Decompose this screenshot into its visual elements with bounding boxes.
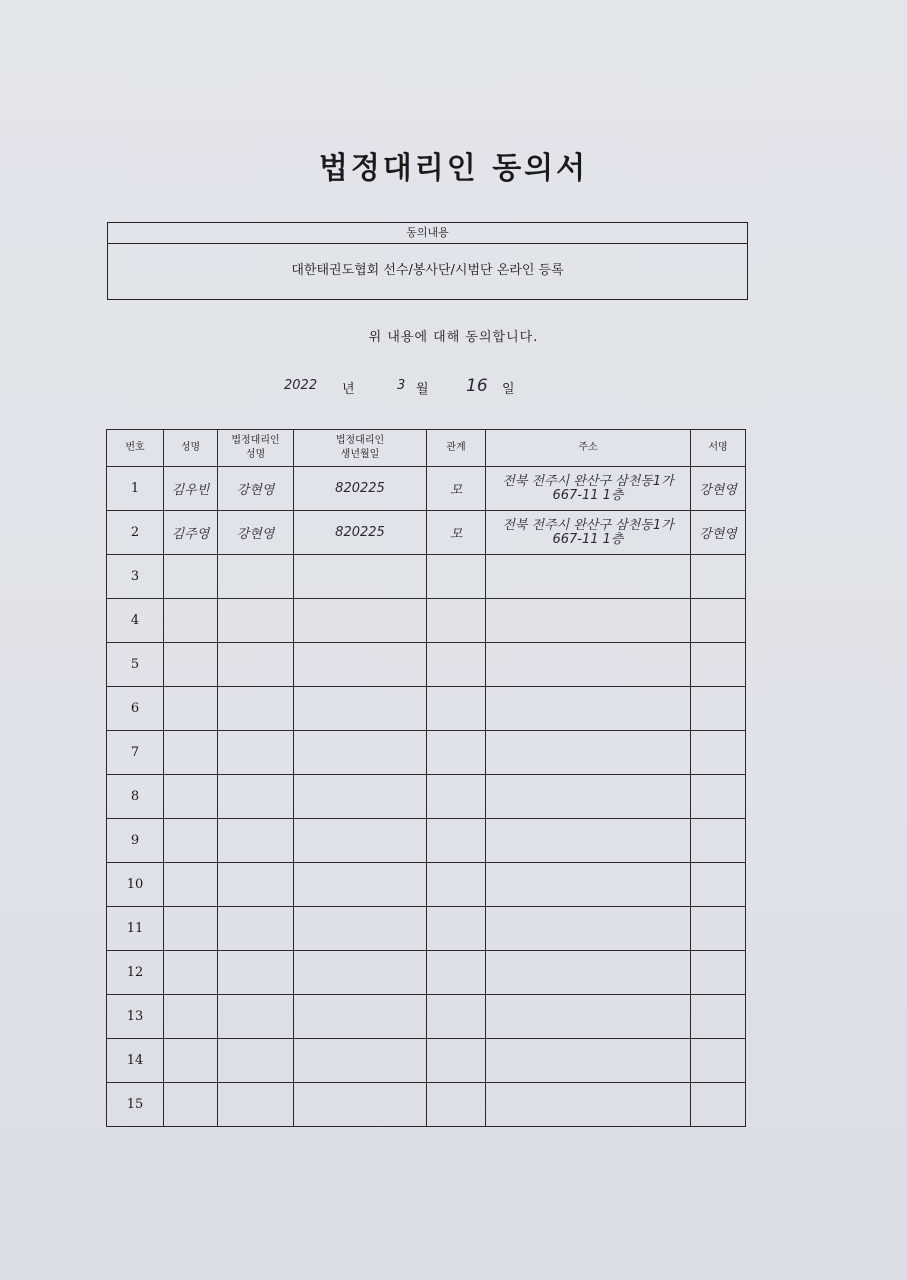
row-guardian-birth — [294, 599, 427, 643]
row-name — [164, 863, 218, 907]
row-name — [164, 995, 218, 1039]
row-name — [164, 819, 218, 863]
table-header-row — [107, 430, 746, 467]
row-number: 14 — [107, 1039, 164, 1083]
table-row — [107, 1083, 746, 1127]
row-number: 13 — [107, 995, 164, 1039]
row-number: 15 — [107, 1083, 164, 1127]
row-address — [486, 731, 691, 775]
date-day-unit: 일 — [502, 382, 515, 397]
table-row — [107, 643, 746, 687]
row-guardian-birth — [294, 775, 427, 819]
row-address — [486, 555, 691, 599]
date-month: 3 — [397, 378, 406, 393]
row-number: 4 — [107, 599, 164, 643]
row-name — [164, 907, 218, 951]
row-name — [164, 555, 218, 599]
header-guardian-birth: 법정대리인 생년월일 — [294, 430, 427, 467]
row-guardian-name — [218, 555, 294, 599]
table-row — [107, 555, 746, 599]
row-guardian-birth — [294, 907, 427, 951]
row-signature — [691, 1083, 746, 1127]
table-row — [107, 951, 746, 995]
row-guardian-birth — [294, 1039, 427, 1083]
row-guardian-name — [218, 775, 294, 819]
row-signature — [691, 995, 746, 1039]
table-row — [107, 687, 746, 731]
row-name — [164, 951, 218, 995]
row-guardian-birth — [294, 1083, 427, 1127]
date-line — [280, 376, 580, 400]
consent-statement: 위 내용에 대해 동의합니다. — [368, 330, 539, 345]
header-no: 번호 — [107, 430, 164, 467]
row-guardian-birth — [294, 643, 427, 687]
row-name: 김우빈 — [164, 467, 218, 511]
row-address — [486, 951, 691, 995]
row-number: 5 — [107, 643, 164, 687]
row-signature — [691, 555, 746, 599]
row-address — [486, 863, 691, 907]
table-row — [107, 995, 746, 1039]
row-guardian-birth — [294, 819, 427, 863]
row-signature: 강현영 — [691, 511, 746, 555]
row-name: 김주영 — [164, 511, 218, 555]
row-number: 11 — [107, 907, 164, 951]
table-row — [107, 863, 746, 907]
row-guardian-birth — [294, 555, 427, 599]
row-number: 3 — [107, 555, 164, 599]
row-signature — [691, 599, 746, 643]
row-relation — [427, 555, 486, 599]
row-number: 6 — [107, 687, 164, 731]
consent-header: 동의내용 — [108, 223, 747, 244]
row-guardian-name — [218, 687, 294, 731]
row-guardian-name — [218, 1039, 294, 1083]
table-row — [107, 819, 746, 863]
date-month-unit: 월 — [416, 382, 429, 397]
row-relation — [427, 907, 486, 951]
row-relation — [427, 1083, 486, 1127]
header-name: 성명 — [164, 430, 218, 467]
table-row — [107, 599, 746, 643]
header-relation: 관계 — [427, 430, 486, 467]
row-relation — [427, 687, 486, 731]
row-guardian-name — [218, 643, 294, 687]
table-row — [107, 775, 746, 819]
row-name — [164, 1083, 218, 1127]
row-name — [164, 1039, 218, 1083]
row-name — [164, 643, 218, 687]
row-relation — [427, 995, 486, 1039]
row-relation — [427, 819, 486, 863]
row-guardian-name — [218, 1083, 294, 1127]
row-number: 8 — [107, 775, 164, 819]
row-address — [486, 1039, 691, 1083]
row-address — [486, 599, 691, 643]
row-guardian-birth — [294, 687, 427, 731]
row-name — [164, 687, 218, 731]
header-address: 주소 — [486, 430, 691, 467]
row-address: 전북 전주시 완산구 삼천동1가 667-11 1층 — [486, 467, 691, 511]
row-guardian-name — [218, 863, 294, 907]
row-name — [164, 599, 218, 643]
row-signature — [691, 907, 746, 951]
row-guardian-birth — [294, 731, 427, 775]
row-relation — [427, 599, 486, 643]
table-row — [107, 731, 746, 775]
guardian-table — [106, 429, 746, 1127]
row-signature — [691, 863, 746, 907]
row-address: 전북 전주시 완산구 삼천동1가 667-11 1층 — [486, 511, 691, 555]
row-guardian-name — [218, 907, 294, 951]
date-day: 16 — [466, 376, 488, 396]
row-address — [486, 995, 691, 1039]
row-guardian-birth: 820225 — [294, 511, 427, 555]
date-year-unit: 년 — [342, 382, 355, 397]
row-signature — [691, 951, 746, 995]
row-relation — [427, 775, 486, 819]
table-row — [107, 1039, 746, 1083]
row-guardian-name — [218, 995, 294, 1039]
row-guardian-name: 강현영 — [218, 511, 294, 555]
row-number: 2 — [107, 511, 164, 555]
consent-box — [107, 222, 748, 300]
row-relation: 모 — [427, 511, 486, 555]
row-guardian-birth — [294, 995, 427, 1039]
row-name — [164, 775, 218, 819]
consent-content: 대한태권도협회 선수/봉사단/시범단 온라인 등록 — [291, 263, 564, 278]
row-relation — [427, 731, 486, 775]
row-guardian-name — [218, 819, 294, 863]
row-relation — [427, 1039, 486, 1083]
row-guardian-birth — [294, 951, 427, 995]
header-signature: 서명 — [691, 430, 746, 467]
row-number: 9 — [107, 819, 164, 863]
document-title: 법정대리인 동의서 — [318, 151, 589, 186]
row-guardian-name — [218, 951, 294, 995]
row-relation — [427, 643, 486, 687]
row-number: 1 — [107, 467, 164, 511]
row-signature — [691, 643, 746, 687]
row-signature — [691, 731, 746, 775]
row-relation — [427, 863, 486, 907]
row-name — [164, 731, 218, 775]
row-signature — [691, 1039, 746, 1083]
row-address — [486, 687, 691, 731]
row-relation — [427, 951, 486, 995]
table-row — [107, 467, 746, 511]
row-address — [486, 643, 691, 687]
date-year: 2022 — [284, 378, 318, 393]
row-number: 7 — [107, 731, 164, 775]
row-address — [486, 907, 691, 951]
table-row — [107, 907, 746, 951]
row-guardian-birth — [294, 863, 427, 907]
row-guardian-name — [218, 599, 294, 643]
row-relation: 모 — [427, 467, 486, 511]
row-signature: 강현영 — [691, 467, 746, 511]
row-guardian-name: 강현영 — [218, 467, 294, 511]
row-number: 10 — [107, 863, 164, 907]
header-guardian-name: 법정대리인 성명 — [218, 430, 294, 467]
row-signature — [691, 687, 746, 731]
row-signature — [691, 775, 746, 819]
row-address — [486, 1083, 691, 1127]
row-number: 12 — [107, 951, 164, 995]
table-row — [107, 511, 746, 555]
row-guardian-name — [218, 731, 294, 775]
row-address — [486, 819, 691, 863]
row-guardian-birth: 820225 — [294, 467, 427, 511]
row-address — [486, 775, 691, 819]
row-signature — [691, 819, 746, 863]
